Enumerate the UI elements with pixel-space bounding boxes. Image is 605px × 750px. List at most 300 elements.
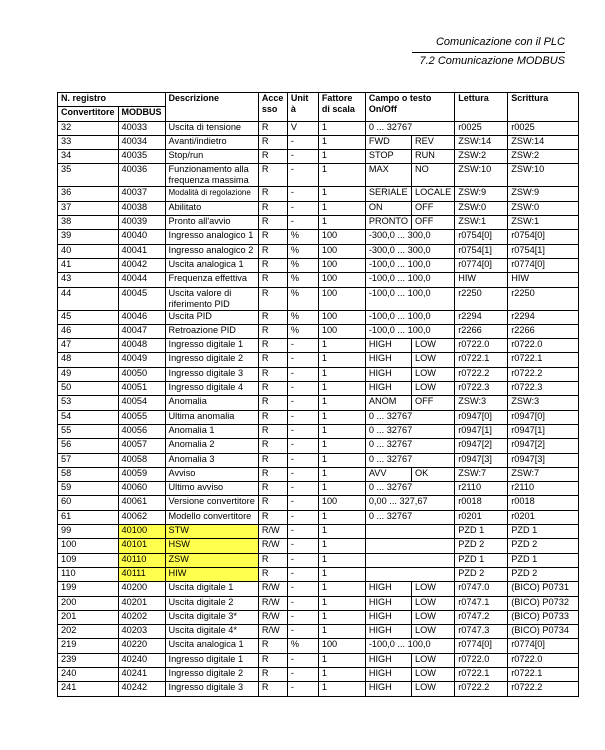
cell-convertitore: 36: [58, 187, 119, 201]
cell-fattore: 100: [318, 258, 365, 272]
cell-campo-1: HIGH: [365, 682, 411, 696]
cell-scrittura: r2110: [508, 482, 579, 496]
cell-unita: -: [287, 467, 318, 481]
cell-lettura: PZD 1: [455, 553, 508, 567]
cell-unita: -: [287, 382, 318, 396]
cell-modbus: 40062: [118, 510, 165, 524]
cell-unita: -: [287, 653, 318, 667]
cell-lettura: ZSW:7: [455, 467, 508, 481]
register-rows: [58, 121, 579, 696]
cell-descrizione: STW: [165, 525, 258, 539]
cell-unita: -: [287, 453, 318, 467]
cell-accesso: R: [258, 187, 287, 201]
cell-fattore: 1: [318, 396, 365, 410]
cell-campo-2: RUN: [411, 150, 454, 164]
cell-fattore: 1: [318, 467, 365, 481]
cell-lettura: r2250: [455, 287, 508, 310]
cell-unita: -: [287, 482, 318, 496]
cell-descrizione: Avanti/indietro: [165, 135, 258, 149]
cell-scrittura: r2266: [508, 324, 579, 338]
table-row: [58, 135, 579, 149]
table-row: [58, 216, 579, 230]
cell-modbus: 40049: [118, 353, 165, 367]
header-fattore: Fattore di scala: [318, 93, 365, 122]
table-row: [58, 653, 579, 667]
cell-fattore: 100: [318, 287, 365, 310]
table-row: [58, 310, 579, 324]
cell-unita: -: [287, 553, 318, 567]
cell-lettura: ZSW:1: [455, 216, 508, 230]
cell-descrizione: Uscita valore di riferimento PID: [165, 287, 258, 310]
cell-descrizione: Ingresso digitale 1: [165, 653, 258, 667]
table-row: [58, 553, 579, 567]
cell-campo-1: PRONTO: [365, 216, 411, 230]
cell-campo-1: HIGH: [365, 353, 411, 367]
cell-accesso: R/W: [258, 625, 287, 639]
cell-lettura: r0722.3: [455, 382, 508, 396]
cell-convertitore: 39: [58, 230, 119, 244]
cell-descrizione: ZSW: [165, 553, 258, 567]
cell-accesso: R/W: [258, 596, 287, 610]
cell-scrittura: r0754[0]: [508, 230, 579, 244]
cell-campo-2: LOW: [411, 667, 454, 681]
cell-descrizione: Anomalia 2: [165, 439, 258, 453]
cell-lettura: r0774[0]: [455, 258, 508, 272]
cell-accesso: R: [258, 453, 287, 467]
cell-scrittura: (BICO) P0731: [508, 582, 579, 596]
cell-accesso: R: [258, 324, 287, 338]
cell-unita: -: [287, 135, 318, 149]
cell-accesso: R: [258, 424, 287, 438]
cell-convertitore: 56: [58, 439, 119, 453]
table-row: [58, 582, 579, 596]
cell-convertitore: 35: [58, 164, 119, 187]
table-row: [58, 610, 579, 624]
cell-campo-1: -300,0 ... 300,0: [365, 244, 454, 258]
chapter-title: Comunicazione con il PLC: [435, 36, 565, 48]
cell-modbus: 40039: [118, 216, 165, 230]
cell-accesso: R: [258, 150, 287, 164]
cell-accesso: R: [258, 135, 287, 149]
cell-accesso: R: [258, 467, 287, 481]
cell-unita: %: [287, 310, 318, 324]
cell-unita: -: [287, 539, 318, 553]
cell-campo-2: NO: [411, 164, 454, 187]
cell-descrizione: Anomalia 3: [165, 453, 258, 467]
cell-lettura: r0947[3]: [455, 453, 508, 467]
cell-campo-1: [365, 567, 454, 581]
cell-scrittura: HIW: [508, 273, 579, 287]
cell-modbus: 40038: [118, 201, 165, 215]
cell-accesso: R: [258, 439, 287, 453]
cell-scrittura: ZSW:3: [508, 396, 579, 410]
cell-fattore: 1: [318, 339, 365, 353]
cell-fattore: 1: [318, 582, 365, 596]
cell-convertitore: 219: [58, 639, 119, 653]
cell-convertitore: 55: [58, 424, 119, 438]
cell-unita: -: [287, 582, 318, 596]
cell-descrizione: Uscita PID: [165, 310, 258, 324]
cell-unita: -: [287, 396, 318, 410]
cell-convertitore: 200: [58, 596, 119, 610]
table-row: [58, 539, 579, 553]
cell-fattore: 1: [318, 682, 365, 696]
cell-modbus: 40048: [118, 339, 165, 353]
table-row: [58, 410, 579, 424]
cell-fattore: 1: [318, 201, 365, 215]
cell-convertitore: 109: [58, 553, 119, 567]
cell-modbus: 40060: [118, 482, 165, 496]
cell-descrizione: Uscita analogica 1: [165, 258, 258, 272]
cell-campo-1: SERIALE: [365, 187, 411, 201]
cell-accesso: R: [258, 273, 287, 287]
cell-modbus: 40046: [118, 310, 165, 324]
cell-modbus: 40200: [118, 582, 165, 596]
cell-campo-1: -100,0 ... 100,0: [365, 273, 454, 287]
cell-convertitore: 40: [58, 244, 119, 258]
cell-descrizione: Pronto all'avvio: [165, 216, 258, 230]
cell-lettura: PZD 1: [455, 525, 508, 539]
cell-campo-2: LOCALE: [411, 187, 454, 201]
cell-campo-1: -100,0 ... 100,0: [365, 324, 454, 338]
cell-fattore: 1: [318, 625, 365, 639]
header-divider: [412, 52, 565, 53]
cell-modbus: 40044: [118, 273, 165, 287]
table-row: [58, 496, 579, 510]
cell-modbus: 40202: [118, 610, 165, 624]
cell-modbus: 40054: [118, 396, 165, 410]
cell-lettura: r0018: [455, 496, 508, 510]
cell-campo-1: AVV: [365, 467, 411, 481]
cell-modbus: 40040: [118, 230, 165, 244]
cell-descrizione: Anomalia 1: [165, 424, 258, 438]
cell-lettura: PZD 2: [455, 539, 508, 553]
cell-convertitore: 37: [58, 201, 119, 215]
cell-scrittura: PZD 1: [508, 525, 579, 539]
cell-descrizione: Uscita digitale 4*: [165, 625, 258, 639]
cell-scrittura: r0722.1: [508, 667, 579, 681]
cell-modbus: 40041: [118, 244, 165, 258]
cell-unita: -: [287, 525, 318, 539]
cell-descrizione: Ultima anomalia: [165, 410, 258, 424]
cell-descrizione: Uscita digitale 3*: [165, 610, 258, 624]
cell-fattore: 100: [318, 230, 365, 244]
cell-modbus: 40240: [118, 653, 165, 667]
cell-fattore: 1: [318, 510, 365, 524]
cell-lettura: r0747.3: [455, 625, 508, 639]
cell-unita: -: [287, 150, 318, 164]
cell-modbus: 40110: [118, 553, 165, 567]
cell-fattore: 100: [318, 639, 365, 653]
cell-lettura: ZSW:3: [455, 396, 508, 410]
cell-scrittura: r0947[0]: [508, 410, 579, 424]
cell-modbus: 40061: [118, 496, 165, 510]
cell-modbus: 40035: [118, 150, 165, 164]
cell-fattore: 1: [318, 121, 365, 135]
cell-accesso: R: [258, 258, 287, 272]
cell-unita: %: [287, 230, 318, 244]
cell-modbus: 40059: [118, 467, 165, 481]
cell-accesso: R: [258, 410, 287, 424]
cell-modbus: 40201: [118, 596, 165, 610]
cell-scrittura: r0947[1]: [508, 424, 579, 438]
cell-fattore: 1: [318, 353, 365, 367]
cell-campo-1: HIGH: [365, 596, 411, 610]
cell-scrittura: r0722.0: [508, 653, 579, 667]
cell-accesso: R: [258, 639, 287, 653]
cell-campo-2: LOW: [411, 582, 454, 596]
cell-lettura: r0754[0]: [455, 230, 508, 244]
cell-unita: %: [287, 324, 318, 338]
cell-accesso: R: [258, 164, 287, 187]
header-campo: Campo o testo On/Off: [365, 93, 454, 122]
table-row: [58, 258, 579, 272]
cell-campo-1: -100,0 ... 100,0: [365, 639, 454, 653]
table-row: [58, 339, 579, 353]
cell-modbus: 40056: [118, 424, 165, 438]
cell-fattore: 100: [318, 310, 365, 324]
cell-unita: -: [287, 510, 318, 524]
cell-campo-1: FWD: [365, 135, 411, 149]
cell-unita: -: [287, 682, 318, 696]
cell-campo-1: 0 ... 32767: [365, 453, 454, 467]
cell-scrittura: r0722.2: [508, 682, 579, 696]
cell-descrizione: Retroazione PID: [165, 324, 258, 338]
table-row: [58, 244, 579, 258]
cell-convertitore: 100: [58, 539, 119, 553]
cell-accesso: R: [258, 553, 287, 567]
cell-modbus: 40037: [118, 187, 165, 201]
cell-accesso: R: [258, 567, 287, 581]
cell-accesso: R/W: [258, 582, 287, 596]
table-row: [58, 287, 579, 310]
cell-lettura: HIW: [455, 273, 508, 287]
cell-scrittura: r0722.1: [508, 353, 579, 367]
table-row: [58, 187, 579, 201]
cell-campo-1: HIGH: [365, 667, 411, 681]
cell-fattore: 1: [318, 216, 365, 230]
cell-campo-2: OK: [411, 467, 454, 481]
cell-modbus: 40036: [118, 164, 165, 187]
cell-modbus: 40220: [118, 639, 165, 653]
cell-convertitore: 240: [58, 667, 119, 681]
cell-convertitore: 50: [58, 382, 119, 396]
cell-unita: %: [287, 258, 318, 272]
cell-modbus: 40047: [118, 324, 165, 338]
cell-unita: -: [287, 610, 318, 624]
cell-convertitore: 54: [58, 410, 119, 424]
cell-fattore: 1: [318, 135, 365, 149]
cell-descrizione: Modello convertitore: [165, 510, 258, 524]
cell-accesso: R/W: [258, 610, 287, 624]
cell-scrittura: r0722.2: [508, 367, 579, 381]
table-row: [58, 439, 579, 453]
table-row: [58, 396, 579, 410]
table-row: [58, 367, 579, 381]
cell-campo-1: 0 ... 32767: [365, 439, 454, 453]
cell-convertitore: 199: [58, 582, 119, 596]
cell-descrizione: Uscita digitale 2: [165, 596, 258, 610]
cell-scrittura: r2250: [508, 287, 579, 310]
cell-campo-1: [365, 525, 454, 539]
cell-convertitore: 202: [58, 625, 119, 639]
cell-lettura: r0722.2: [455, 367, 508, 381]
cell-campo-1: 0 ... 32767: [365, 510, 454, 524]
cell-campo-2: LOW: [411, 367, 454, 381]
table-row: [58, 625, 579, 639]
cell-scrittura: r0754[1]: [508, 244, 579, 258]
cell-modbus: 40111: [118, 567, 165, 581]
table-row: [58, 164, 579, 187]
cell-scrittura: ZSW:9: [508, 187, 579, 201]
table-row: [58, 382, 579, 396]
cell-convertitore: 33: [58, 135, 119, 149]
cell-lettura: r0722.1: [455, 667, 508, 681]
cell-campo-2: LOW: [411, 382, 454, 396]
header-convertitore: Convertitore: [58, 107, 119, 121]
cell-campo-1: ANOM: [365, 396, 411, 410]
cell-unita: -: [287, 439, 318, 453]
cell-campo-2: LOW: [411, 353, 454, 367]
cell-campo-1: [365, 539, 454, 553]
cell-campo-2: LOW: [411, 596, 454, 610]
cell-descrizione: Ingresso digitale 2: [165, 667, 258, 681]
cell-unita: -: [287, 187, 318, 201]
cell-scrittura: ZSW:2: [508, 150, 579, 164]
cell-scrittura: (BICO) P0732: [508, 596, 579, 610]
cell-campo-1: 0 ... 32767: [365, 121, 454, 135]
cell-campo-1: 0,00 ... 327,67: [365, 496, 454, 510]
cell-lettura: r0774[0]: [455, 639, 508, 653]
cell-lettura: r0722.2: [455, 682, 508, 696]
cell-convertitore: 60: [58, 496, 119, 510]
table-row: [58, 467, 579, 481]
cell-descrizione: Ingresso analogico 2: [165, 244, 258, 258]
cell-descrizione: Ingresso analogico 1: [165, 230, 258, 244]
table-row: [58, 150, 579, 164]
cell-unita: -: [287, 667, 318, 681]
cell-scrittura: PZD 2: [508, 539, 579, 553]
cell-unita: -: [287, 596, 318, 610]
cell-descrizione: HSW: [165, 539, 258, 553]
cell-lettura: r0947[1]: [455, 424, 508, 438]
cell-lettura: r0747.0: [455, 582, 508, 596]
cell-descrizione: Stop/run: [165, 150, 258, 164]
cell-scrittura: ZSW:7: [508, 467, 579, 481]
cell-scrittura: ZSW:14: [508, 135, 579, 149]
cell-descrizione: Ingresso digitale 1: [165, 339, 258, 353]
cell-lettura: PZD 2: [455, 567, 508, 581]
table-row: [58, 525, 579, 539]
cell-convertitore: 38: [58, 216, 119, 230]
cell-campo-2: LOW: [411, 682, 454, 696]
cell-unita: -: [287, 496, 318, 510]
cell-accesso: R: [258, 667, 287, 681]
cell-modbus: 40050: [118, 367, 165, 381]
table-row: [58, 682, 579, 696]
cell-accesso: R/W: [258, 525, 287, 539]
cell-descrizione: Funzionamento alla frequenza massima: [165, 164, 258, 187]
cell-campo-1: -100,0 ... 100,0: [365, 310, 454, 324]
cell-unita: -: [287, 353, 318, 367]
cell-campo-1: HIGH: [365, 610, 411, 624]
cell-accesso: R: [258, 382, 287, 396]
cell-fattore: 1: [318, 424, 365, 438]
cell-convertitore: 49: [58, 367, 119, 381]
cell-descrizione: Uscita analogica 1: [165, 639, 258, 653]
cell-scrittura: r0774[0]: [508, 639, 579, 653]
cell-lettura: r2266: [455, 324, 508, 338]
cell-campo-1: STOP: [365, 150, 411, 164]
cell-campo-1: HIGH: [365, 582, 411, 596]
cell-convertitore: 34: [58, 150, 119, 164]
cell-scrittura: (BICO) P0734: [508, 625, 579, 639]
cell-accesso: R: [258, 496, 287, 510]
cell-accesso: R: [258, 287, 287, 310]
cell-scrittura: PZD 1: [508, 553, 579, 567]
cell-accesso: R: [258, 396, 287, 410]
cell-modbus: 40241: [118, 667, 165, 681]
cell-fattore: 1: [318, 439, 365, 453]
cell-convertitore: 239: [58, 653, 119, 667]
cell-fattore: 100: [318, 273, 365, 287]
cell-modbus: 40058: [118, 453, 165, 467]
cell-fattore: 100: [318, 244, 365, 258]
cell-lettura: r0754[1]: [455, 244, 508, 258]
cell-lettura: r2294: [455, 310, 508, 324]
cell-accesso: R: [258, 244, 287, 258]
cell-scrittura: ZSW:1: [508, 216, 579, 230]
cell-unita: -: [287, 367, 318, 381]
header-lettura: Lettura: [455, 93, 508, 122]
cell-convertitore: 46: [58, 324, 119, 338]
cell-fattore: 1: [318, 596, 365, 610]
cell-descrizione: Ingresso digitale 4: [165, 382, 258, 396]
cell-accesso: R: [258, 353, 287, 367]
cell-fattore: 1: [318, 453, 365, 467]
cell-convertitore: 99: [58, 525, 119, 539]
cell-fattore: 1: [318, 525, 365, 539]
cell-scrittura: (BICO) P0733: [508, 610, 579, 624]
cell-fattore: 100: [318, 496, 365, 510]
cell-scrittura: PZD 2: [508, 567, 579, 581]
cell-modbus: 40101: [118, 539, 165, 553]
cell-modbus: 40042: [118, 258, 165, 272]
cell-fattore: 1: [318, 553, 365, 567]
table-row: [58, 273, 579, 287]
cell-campo-2: OFF: [411, 201, 454, 215]
cell-fattore: 1: [318, 610, 365, 624]
header-scrittura: Scrittura: [508, 93, 579, 122]
cell-fattore: 1: [318, 164, 365, 187]
cell-scrittura: r0722.0: [508, 339, 579, 353]
cell-fattore: 1: [318, 667, 365, 681]
cell-campo-1: 0 ... 32767: [365, 424, 454, 438]
cell-fattore: 1: [318, 567, 365, 581]
cell-lettura: ZSW:14: [455, 135, 508, 149]
cell-convertitore: 48: [58, 353, 119, 367]
cell-lettura: ZSW:9: [455, 187, 508, 201]
cell-accesso: R: [258, 510, 287, 524]
table-row: [58, 230, 579, 244]
cell-scrittura: r0947[2]: [508, 439, 579, 453]
cell-convertitore: 45: [58, 310, 119, 324]
cell-descrizione: Anomalia: [165, 396, 258, 410]
cell-lettura: r0947[0]: [455, 410, 508, 424]
cell-convertitore: 53: [58, 396, 119, 410]
header-modbus: MODBUS: [118, 107, 165, 121]
cell-lettura: r0722.0: [455, 339, 508, 353]
